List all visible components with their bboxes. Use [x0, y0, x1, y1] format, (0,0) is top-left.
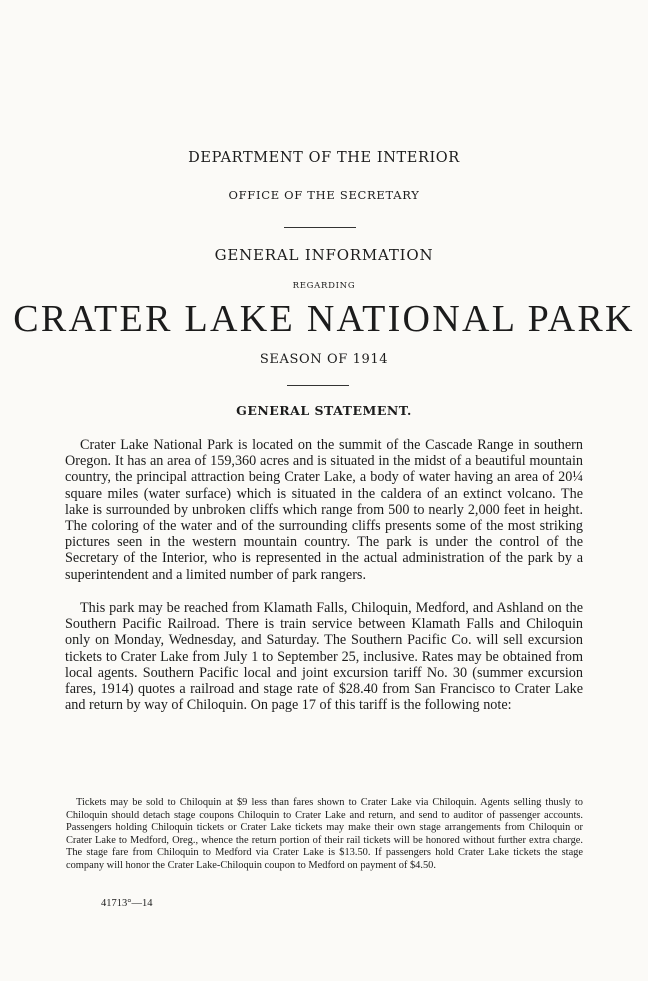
- tariff-note: Tickets may be sold to Chiloquin at $9 less than fares shown to Crater Lake via Chiloquin. Agents selling thusly to Chiloquin should detach stage coupons Chiloquin to Crater Lake and return, and send to auditor of passenger accounts. Passengers holding Chiloquin tickets or Crater Lake tickets may make their own stage arrangements from Chiloquin or Crater Lake to Medford, Oreg., whence the return portion of their rail tickets will be honored without further extra charge. The stage fare from Chiloquin to Medford via Crater Lake is $13.50. If passengers hold Crater Lake tickets the stage company will honor the Crater Lake-Chiloquin coupon to Medford on payment of $4.50.: [66, 797, 583, 871]
- office-subheading: OFFICE OF THE SECRETARY: [228, 188, 420, 202]
- regarding-label: REGARDING: [292, 281, 356, 291]
- body-paragraph: This park may be reached from Klamath Falls, Chiloquin, Medford, and Ashland on the Southern Pacific Railroad. There is train service between Klamath Falls and Chiloquin only on Monday, Wednesday, and Saturday. The Southern Pacific Co. will sell excursion tickets to Crater Lake from July 1 to September 25, inclusive. Rates may be obtained from local agents. Southern Pacific local and joint excursion tariff No. 30 (summer excursion fares, 1914) quotes a railroad and stage rate of $28.40 from San Francisco to Crater Lake and return by way of Chiloquin. On page 17 of this tariff is the following note:: [65, 600, 583, 714]
- divider-rule: [287, 385, 349, 386]
- divider-rule: [284, 227, 356, 228]
- season-subtitle: SEASON OF 1914: [259, 352, 389, 367]
- section-heading: GENERAL STATEMENT.: [236, 403, 412, 418]
- general-information-heading: GENERAL INFORMATION: [214, 246, 434, 264]
- printer-mark: 41713°—14: [101, 898, 153, 909]
- department-heading: DEPARTMENT OF THE INTERIOR: [188, 150, 460, 166]
- body-paragraph: Crater Lake National Park is located on the summit of the Cascade Range in southern Oregon. It has an area of 159,360 acres and is situated in the midst of a beautiful mountain country, the principal attraction being Crater Lake, a body of water having an area of 20¼ square miles (water surface) which is situated in the caldera of an extinct volcano. The lake is surrounded by unbroken cliffs which range from 500 to nearly 2,000 feet in height. The coloring of the water and of the surrounding cliffs presents some of the most striking pictures seen in the western mountain country. The park is under the control of the Secretary of the Interior, who is represented in the actual administration of the park by a superintendent and a limited number of park rangers.: [65, 437, 583, 583]
- park-title: CRATER LAKE NATIONAL PARK: [13, 298, 635, 340]
